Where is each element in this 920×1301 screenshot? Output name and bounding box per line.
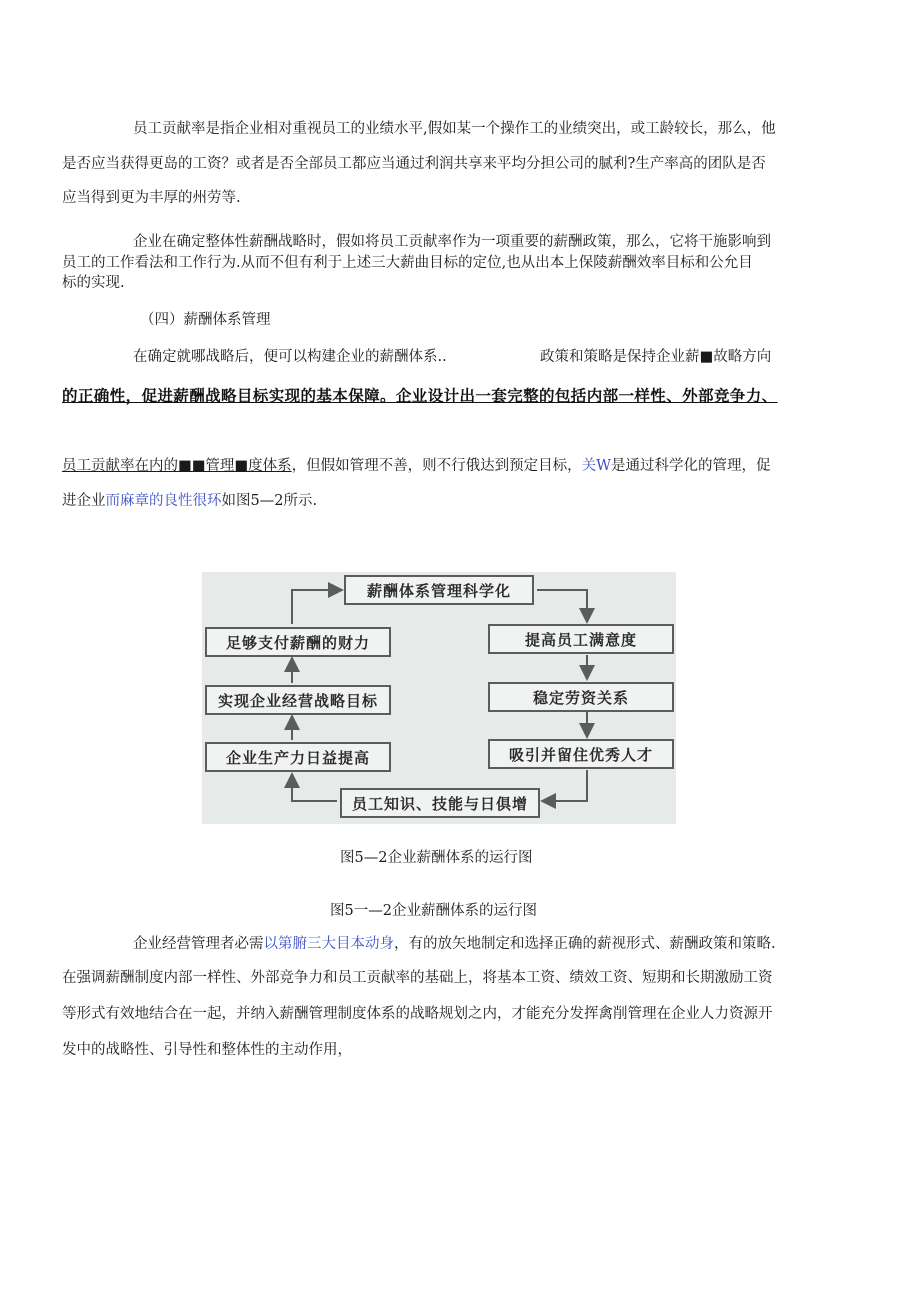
figure-caption-2: 图5一—2企业薪酬体系的运行图: [330, 903, 537, 919]
p2-line-1: 企业在确定整体性薪酬战略时，假如将员工贡献率作为一项重要的薪酬政策，那么，它将干施影响到: [133, 234, 771, 250]
p4-link-1[interactable]: 关W: [581, 458, 612, 474]
bold-line: 的正确性，促进薪酬战略目标实现的基本保障。企业设计出一套完整的包括内部一样性、外部竞争力、: [62, 386, 778, 405]
p5-line-1: [133, 937, 776, 952]
p4-text: ，但假如管理不善，则不行俄达到预定目标，: [291, 458, 582, 474]
diagram-box-top: 薪酬体系管理科学化: [344, 575, 534, 605]
p3-right: 政策和策略是保持企业薪■故略方向: [540, 349, 772, 365]
salary-system-diagram: [202, 572, 676, 824]
p4-text-2: 是通过科学化的管理，促: [611, 458, 771, 474]
p5-line-2: 在强调薪酬制度内部一样性、外部竞争力和员工贡献率的基础上，将基本工资、绩效工资、短期和长期激励工资: [62, 970, 773, 986]
section-heading: （四）薪酬体系管理: [140, 312, 271, 328]
p3-left: 在确定就哪战略后，便可以构建企业的薪酬体系..: [133, 349, 447, 365]
p5-text-2: ，有的放矢地制定和选择正确的薪视形式、薪酬政策和策略.: [394, 936, 776, 952]
diagram-box-right-1: 提高员工满意度: [488, 624, 674, 654]
diagram-box-left-2: 实现企业经营战略目标: [205, 685, 391, 715]
p5-line-3: 等形式有效地结合在一起，并纳入薪酬管理制度体系的战略规划之内，才能充分发挥禽削管理在企业人力资源开: [62, 1006, 773, 1022]
diagram-box-right-2: 稳定劳资关系: [488, 682, 674, 712]
p1-line-1: 员工贡献率是指企业相对重视员工的业绩水平,假如某一个操作工的业绩突出，或工龄较长，那么，他: [133, 121, 776, 137]
p4-line-1: [62, 459, 771, 474]
diagram-box-bottom: 员工知识、技能与日俱增: [340, 788, 540, 818]
p5-link[interactable]: 以第腑三大目本动身: [263, 936, 394, 952]
figure-caption-1: 图5—2企业薪酬体系的运行图: [340, 850, 533, 866]
p4-text-3: 进企业: [62, 493, 106, 509]
p4-underlined-text: 员工贡献率在内的■■管理■度体系: [62, 458, 292, 474]
p5-line-4: 发中的战略性、引导性和整体性的主动作用，: [62, 1042, 352, 1058]
p2-line-3: 标的实现.: [62, 275, 125, 291]
diagram-box-left-3: 企业生产力日益提高: [205, 742, 391, 772]
p2-line-2: 员工的工作看法和工作行为.从而不但有利于上述三大薪曲目标的定位,也从出本上保陵薪酬效率目标和公允目: [62, 255, 753, 271]
p1-line-3: 应当得到更为丰厚的州劳等.: [62, 190, 241, 206]
p4-link-2[interactable]: 而麻章的良性很环: [105, 493, 222, 509]
p4-line-2: [62, 494, 317, 509]
p1-line-2: 是否应当获得更岛的工资？或者是否全部员工都应当通过利润共享来平均分担公司的腻利?生产率高的团队是否: [62, 156, 766, 172]
p5-text: 企业经营管理者必需: [133, 936, 264, 952]
p4-text-4: 如图5—2所示.: [221, 493, 318, 509]
diagram-box-left-1: 足够支付薪酬的财力: [205, 627, 391, 657]
diagram-box-right-3: 吸引并留住优秀人才: [488, 739, 674, 769]
